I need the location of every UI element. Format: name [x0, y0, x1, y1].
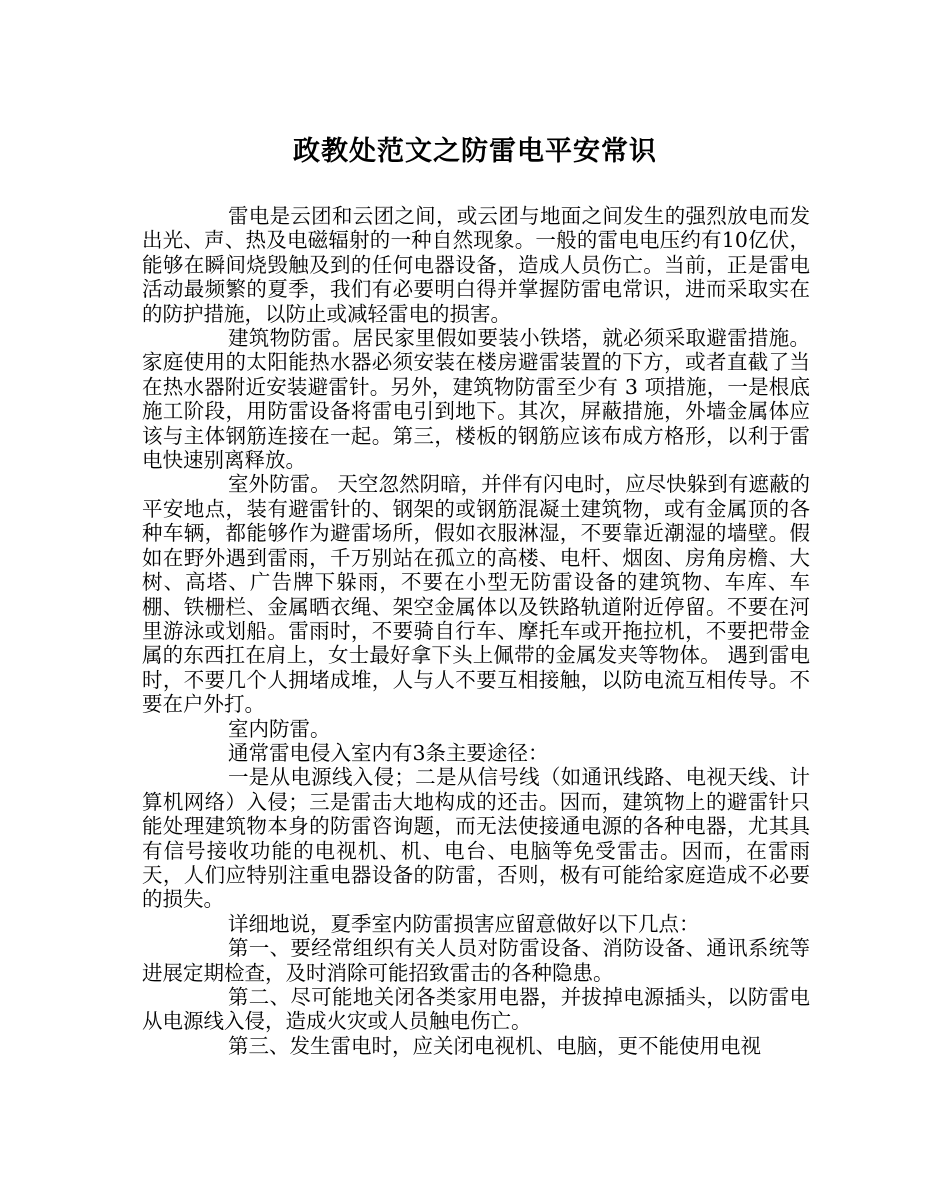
paragraph: 第二、尽可能地关闭各类家用电器，并拔掉电源插头，以防雷电从电源线入侵，造成火灾或人员触电伤亡。 [142, 985, 810, 1034]
paragraph: 雷电是云团和云团之间，或云团与地面之间发生的强烈放电而发出光、声、热及电磁辐射的一种自然现象。一般的雷电电压约有10亿伏，能够在瞬间烧毁触及到的任何电器设备，造成人员伤亡。当前，正是雷电活动最频繁的夏季，我们有必要明白得并掌握防雷电常识，进而采取实在的防护措施，以防止或减轻雷电的损害。 [142, 204, 810, 326]
paragraph: 第一、要经常组织有关人员对防雷设备、消防设备、通讯系统等进展定期检查，及时消除可能招致雷击的各种隐患。 [142, 936, 810, 985]
paragraph: 第三、发生雷电时，应关闭电视机、电脑，更不能使用电视 [228, 1033, 761, 1058]
document-title: 政教处范文之防雷电平安常识 [293, 136, 657, 167]
paragraph: 详细地说，夏季室内防雷损害应留意做好以下几点： [228, 911, 700, 936]
document-body [142, 204, 810, 1058]
paragraph: 室外防雷。 天空忽然阴暗，并伴有闪电时，应尽快躲到有遮蔽的平安地点，装有避雷针的、钢架的或钢筋混凝土建筑物，或有金属顶的各种车辆，都能够作为避雷场所，假如衣服淋湿，不要靠近潮湿的墙壁。假如在野外遇到雷雨，千万别站在孤立的高楼、电杆、烟囱、房角房檐、大树、高塔、广告牌下躲雨，不要在小型无防雷设备的建筑物、车库、车棚、铁栅栏、金属晒衣绳、架空金属体以及铁路轨道附近停留。不要在河里游泳或划船。雷雨时，不要骑自行车、摩托车或开拖拉机，不要把带金属的东西扛在肩上，女士最好拿下头上佩带的金属发夹等物体。 遇到雷电时，不要几个人拥堵成堆，人与人不要互相接触，以防电流互相传导。不要在户外打。 [142, 472, 810, 717]
paragraph: 建筑物防雷。居民家里假如要装小铁塔，就必须采取避雷措施。家庭使用的太阳能热水器必须安装在楼房避雷装置的下方，或者直截了当在热水器附近安装避雷针。另外，建筑物防雷至少有 3 项措施，一是根底施工阶段，用防雷设备将雷电引到地下。其次，屏蔽措施，外墙金属体应该与主体钢筋连接在一起。第三，楼板的钢筋应该布成方格形，以利于雷电快速别离释放。 [142, 326, 810, 473]
paragraph: 通常雷电侵入室内有3条主要途径： [228, 740, 549, 765]
paragraph: 室内防雷。 [228, 716, 331, 741]
paragraph: 一是从电源线入侵；二是从信号线（如通讯线路、电视天线、计算机网络）入侵；三是雷击大地构成的还击。因而，建筑物上的避雷针只能处理建筑物本身的防雷咨询题，而无法使接通电源的各种电器，尤其具有信号接收功能的电视机、机、电台、电脑等免受雷击。因而，在雷雨天，人们应特别注重电器设备的防雷，否则，极有可能给家庭造成不必要的损失。 [142, 765, 810, 912]
